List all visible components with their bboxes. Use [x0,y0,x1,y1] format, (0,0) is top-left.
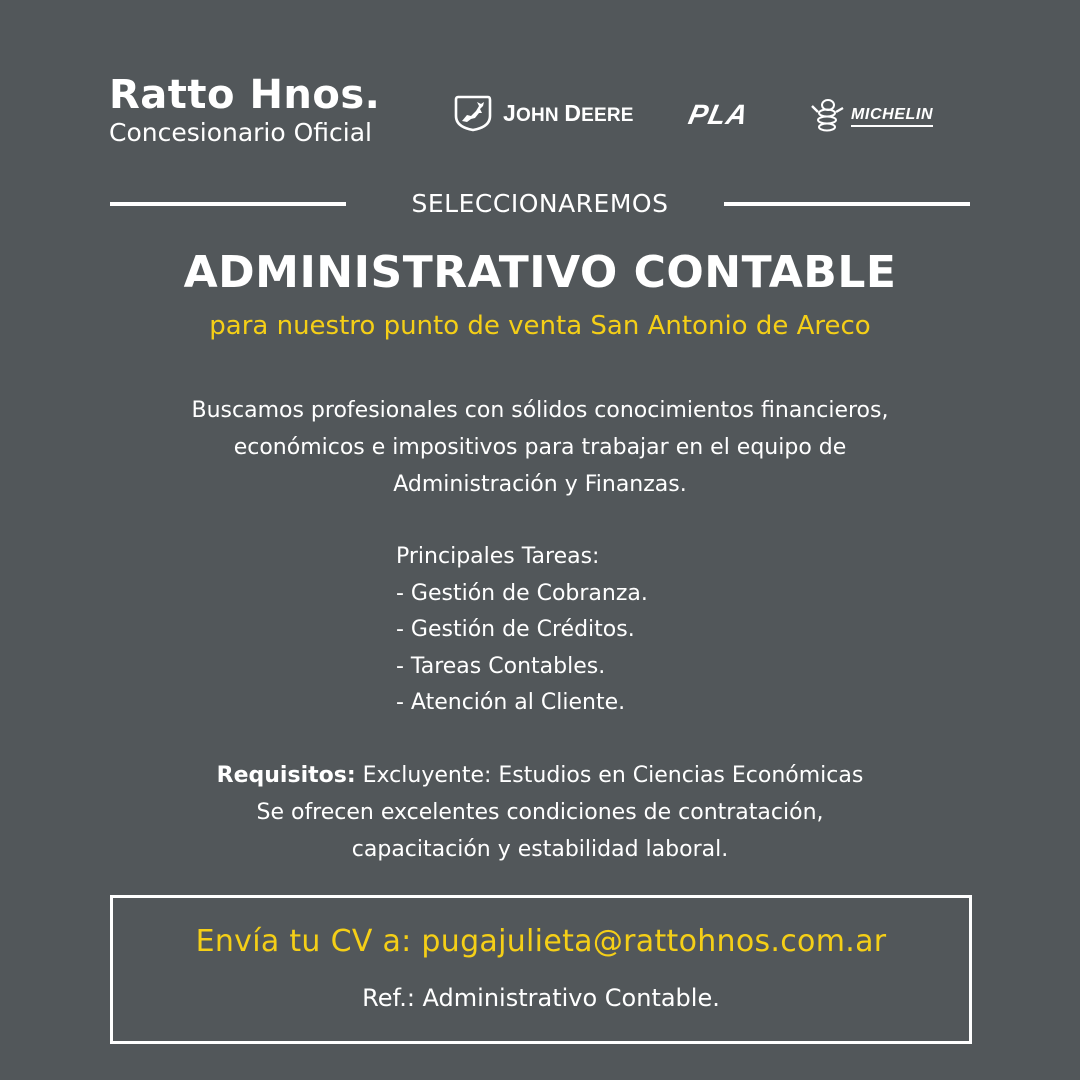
brand-name: Ratto Hnos. [109,72,381,118]
description-line: Buscamos profesionales con sólidos conocimientos financieros, [191,398,889,423]
job-description [110,392,970,503]
task-item: - Gestión de Créditos. [396,617,635,642]
description-line: Administración y Finanzas. [393,472,687,497]
tasks-list [396,539,648,722]
requirements-text: Excluyente: Estudios en Ciencias Económicas [355,763,864,788]
description-line: económicos e impositivos para trabajar en el equipo de [233,435,847,460]
job-location: para nuestro punto de venta San Antonio de Areco [209,311,871,341]
michelin-logo [809,98,933,134]
divider-right [724,202,970,206]
contact-reference: Ref.: Administrativo Contable. [362,984,720,1012]
requirements-block [100,757,980,868]
task-item: - Gestión de Cobranza. [396,580,648,606]
john-deere-logo [453,94,634,132]
deer-icon [453,94,493,132]
offer-line: capacitación y estabilidad laboral. [351,837,729,862]
requirements-label: Requisitos: [216,763,356,788]
brand-block [109,72,380,148]
tasks-heading: Principales Tareas: [396,544,600,569]
section-label: SELECCIONAREMOS [411,189,669,218]
section-label-row [110,186,970,226]
contact-email[interactable]: Envía tu CV a: pugajulieta@rattohnos.com.ar [195,924,887,959]
brand-tagline: Concesionario Oficial [109,118,373,147]
contact-box [110,895,972,1044]
header [109,72,971,152]
john-deere-wordmark: JOHN DEERE [503,99,634,126]
michelin-wordmark: MICHELIN [851,106,933,127]
requirements-line [100,757,980,794]
task-item: - Atención al Cliente. [396,690,626,715]
job-title: ADMINISTRATIVO CONTABLE [183,247,897,298]
pla-wordmark: PLA [685,99,752,130]
michelin-man-icon [809,98,847,134]
task-item: - Tareas Contables. [396,653,606,679]
pla-logo [685,99,752,131]
offer-line: Se ofrecen excelentes condiciones de contratación, [256,800,824,825]
